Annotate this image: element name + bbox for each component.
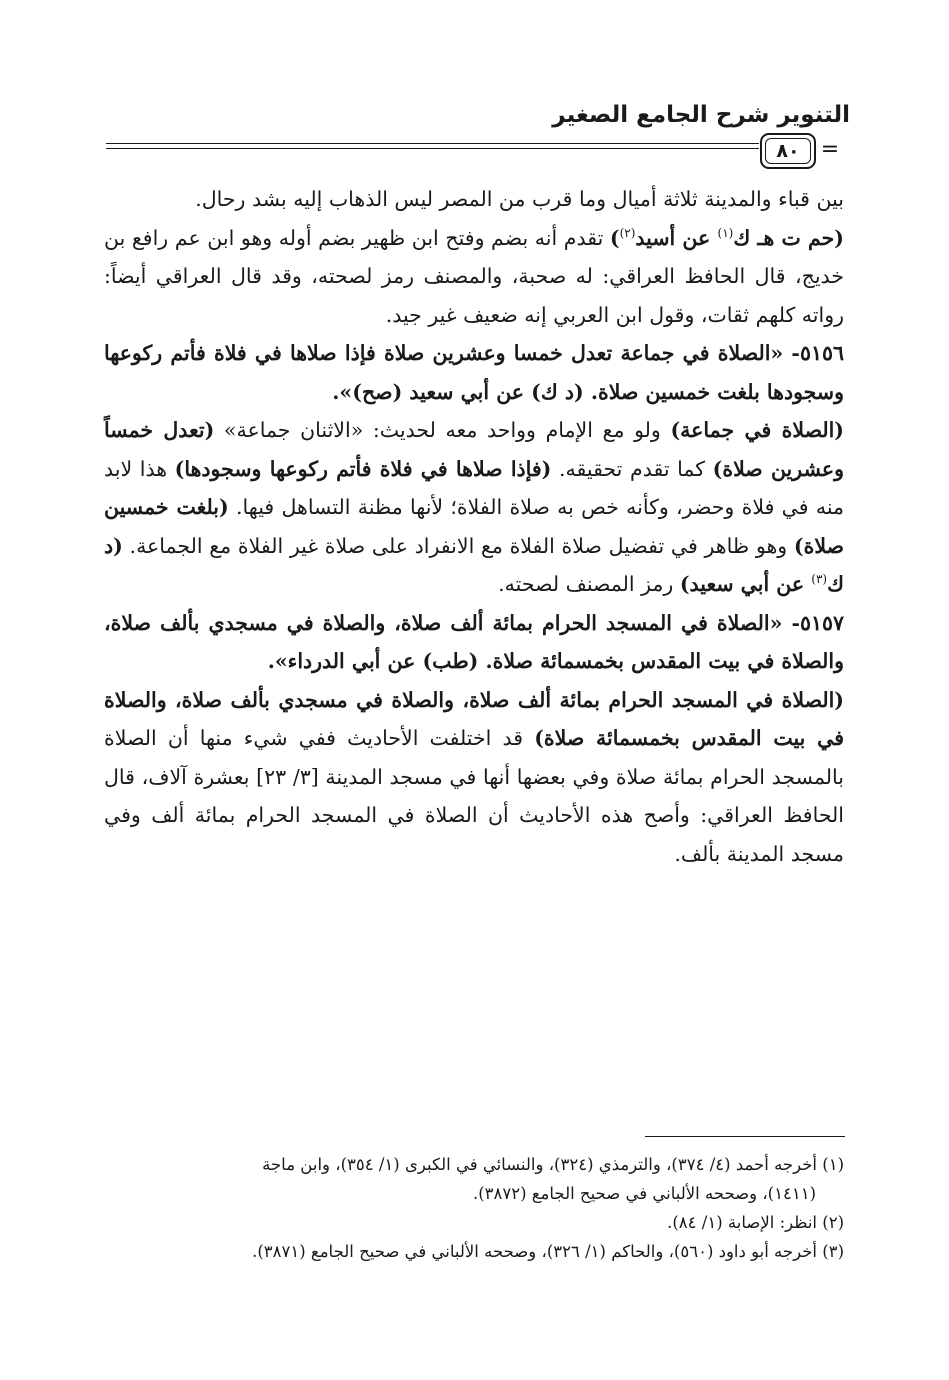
- footnote-3: (٣) أخرجه أبو داود (٥٦٠)، والحاكم (١/ ٣٢٦)، وصححه الألباني في صحيح الجامع (٣٨٧١).: [252, 1242, 844, 1261]
- hadith-number: ٥١٥٦-: [783, 341, 844, 365]
- page-number-text: ٨٠: [776, 140, 800, 162]
- hadith-5157: [104, 604, 844, 681]
- commentary-5156: (الصلاة في جماعة) ولو مع الإمام وواحد معه لحديث: «الاثنان جماعة» (تعدل خمساً وعشرين صلاة) كما تقدم تحقيقه. (فإذا صلاها في فلاة فأتم ركوعها وسجودها) هذا لابد منه في فلاة وحضر، وكأنه خص به صلاة الفلاة؛ لأنها مظنة التساهل فيها. (بلغت خمسين صلاة) وهو ظاهر في تفضيل صلاة الفلاة مع الانفراد على صلاة غير الفلاة مع الجماعة. (د ك$^{(٣)}$ عن أبي سعيد) رمز المصنف لصحته.: [104, 418, 844, 596]
- header-ornament-icon: =: [820, 137, 840, 162]
- paragraph-continuation: بين قباء والمدينة ثلاثة أميال وما قرب من المصر ليس الذهاب إليه بشد رحال.: [195, 187, 844, 211]
- footnotes: [104, 1150, 844, 1266]
- footnote-ref-2[interactable]: (٢): [619, 225, 636, 240]
- page-number: [760, 133, 816, 169]
- running-title: التنوير شرح الجامع الصغير: [552, 102, 850, 128]
- footnote-1: (١) أخرجه أحمد (٤/ ٣٧٤)، والترمذي (٣٢٤)، والنسائي في الكبرى (١/ ٣٥٤)، وابن ماجة: [262, 1155, 844, 1174]
- footnote-ref-1[interactable]: (١): [717, 225, 734, 240]
- commentary-5157: (الصلاة في المسجد الحرام بمائة ألف صلاة، والصلاة في مسجدي بألف صلاة، والصلاة في بيت المقدس بخمسمائة صلاة) قد اختلفت الأحاديث ففي شيء منها أن الصلاة بالمسجد الحرام بمائة صلاة وفي بعضها أنها في مسجد المدينة [٣/ ٢٣] بعشرة آلاف، قال الحافظ العراقي: وأصح هذه الأحاديث أن الصلاة في المسجد الحرام بمائة ألف وفي مسجد المدينة بألف.: [104, 687, 845, 866]
- main-text: [104, 180, 844, 873]
- paragraph-narrator-note: (حم ت هـ ك$^{(١)}$ عن أسيد$^{(٢)}$) تقدم أنه بضم وفتح ابن ظهير بضم أوله وهو ابن عم رافع بن خديج، قال الحافظ العراقي: له صحبة، والمصنف رمز لصحته، وقد قال العراقي أيضاً: رواته كلهم ثقات، وقول ابن العربي إنه ضعيف غير جيد.: [104, 225, 844, 327]
- footnote-ref-3[interactable]: (٣): [811, 572, 828, 587]
- footnote-2: (٢) انظر: الإصابة (١/ ٨٤).: [667, 1213, 844, 1232]
- footnote-separator: [645, 1136, 845, 1137]
- hadith-5156: [104, 334, 844, 411]
- footnote-1-continued: (١٤١١)، وصححه الألباني في صحيح الجامع (٣٨٧٢).: [472, 1184, 816, 1203]
- hadith-text: «الصلاة في جماعة تعدل خمسا وعشرين صلاة فإذا صلاها في فلاة فأتم ركوعها وسجودها بلغت خمسين صلاة. (د ك) عن أبي سعيد (صح)».: [104, 341, 844, 404]
- hadith-number: ٥١٥٧-: [782, 610, 844, 635]
- header-rule-bottom: [106, 148, 759, 149]
- header-rule-top: [106, 143, 759, 144]
- hadith-text: «الصلاة في المسجد الحرام بمائة ألف صلاة، والصلاة في مسجدي بألف صلاة، والصلاة في بيت المقدس بخمسمائة صلاة. (طب) عن أبي الدرداء».: [104, 610, 844, 673]
